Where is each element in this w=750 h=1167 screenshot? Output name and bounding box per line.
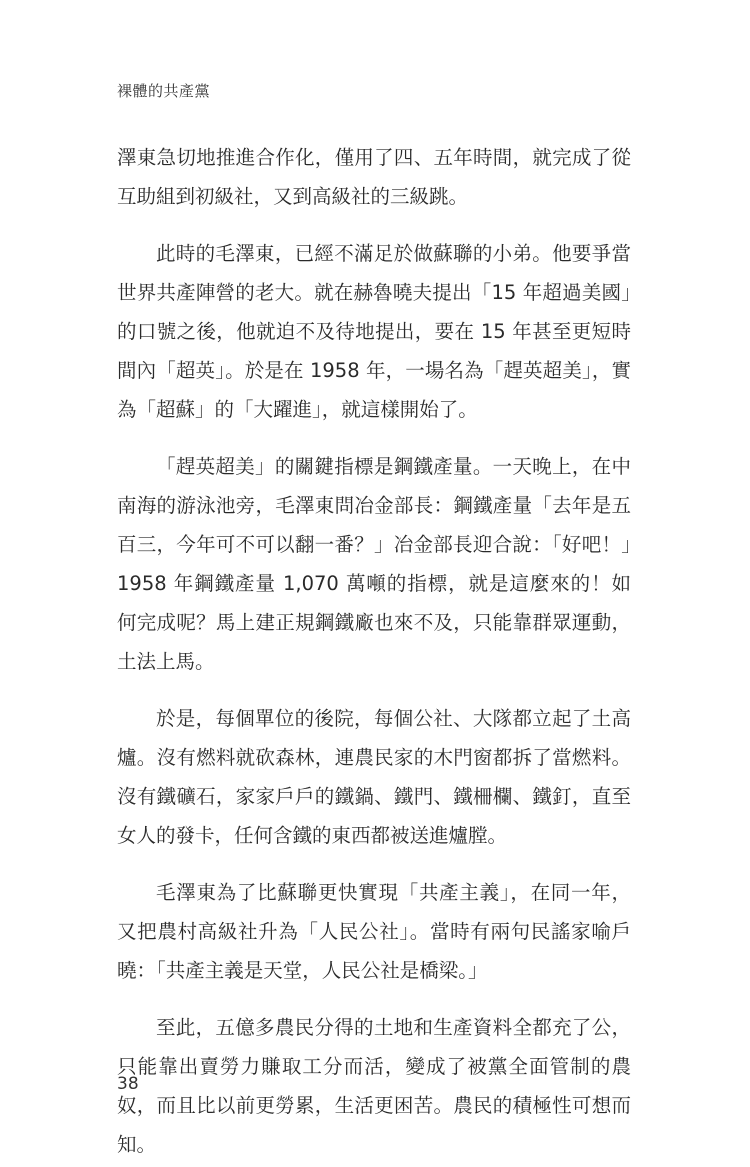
paragraph-continued: 澤東急切地推進合作化，僅用了四、五年時間，就完成了從互助組到初級社，又到高級社的三級跳。 [117, 146, 631, 208]
page-number: 38 [117, 1074, 139, 1094]
running-head-title: 裸體的共產黨 [117, 82, 211, 100]
paragraph: 毛澤東為了比蘇聯更快實現「共產主義」，在同一年，又把農村高級社升為「人民公社」。當時有兩句民謠家喻戶曉：「共產主義是天堂，人民公社是橋梁。」 [117, 881, 631, 982]
paragraph: 於是，每個單位的後院，每個公社、大隊都立起了土高爐。沒有燃料就砍森林，連農民家的木門窗都拆了當燃料。沒有鐵礦石，家家戶戶的鐵鍋、鐵門、鐵柵欄、鐵釘，直至女人的發卡，任何含鐵的東西都被送進爐膛。 [117, 707, 631, 847]
body-text [117, 138, 631, 1164]
paragraph: 至此，五億多農民分得的土地和生產資料全都充了公，只能靠出賣勞力賺取工分而活，變成了被黨全面管制的農奴，而且比以前更勞累，生活更困苦。農民的積極性可想而知。 [117, 1016, 631, 1156]
paragraph: 「趕英超美」的關鍵指標是鋼鐵產量。一天晚上，在中南海的游泳池旁，毛澤東問冶金部長：鋼鐵產量「去年是五百三，今年可不可以翻一番？」冶金部長迎合說：「好吧！」1958 年鋼鐵產量 1,070 萬噸的指標，就是這麼來的！如何完成呢？馬上建正規鋼鐵廠也來不及，只能靠群眾運動，土法上馬。 [117, 455, 631, 673]
paragraph: 此時的毛澤東，已經不滿足於做蘇聯的小弟。他要爭當世界共產陣營的老大。就在赫魯曉夫提出「15 年超過美國」的口號之後，他就迫不及待地提出，要在 15 年甚至更短時間內「超英」。於是在 1958 年，一場名為「趕英超美」，實為「超蘇」的「大躍進」，就這樣開始了。 [117, 242, 631, 421]
